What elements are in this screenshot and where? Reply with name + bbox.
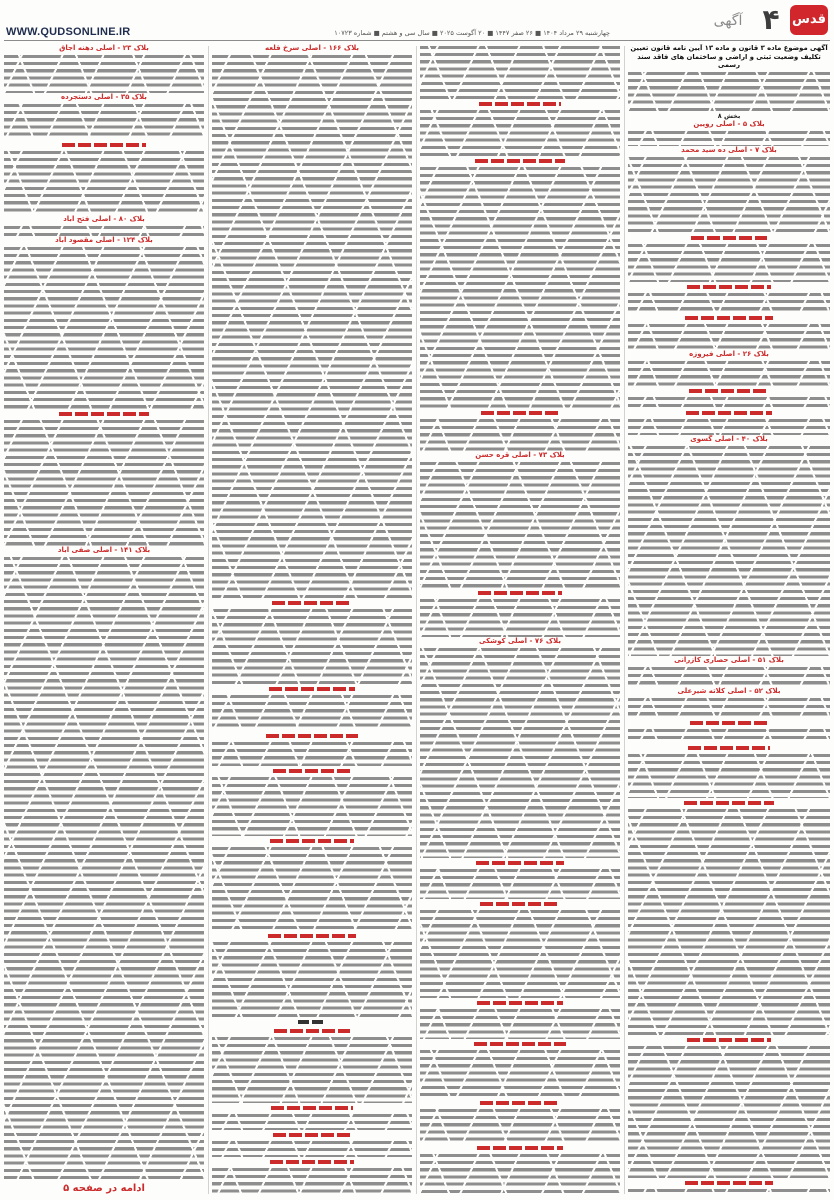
notice-text-block — [628, 291, 830, 313]
notice-text-block — [212, 1166, 412, 1196]
block-heading: بلاک ۷ - اصلی ده سید محمد — [681, 146, 777, 154]
block-heading-illegible — [420, 1143, 620, 1152]
section-title: آگهی — [713, 13, 743, 29]
header-rule — [4, 40, 830, 41]
notice-text-block — [4, 418, 204, 546]
block-heading-illegible — [628, 282, 830, 291]
block-heading: بلاک ۷۳ - اصلی قره حسن — [475, 451, 565, 459]
notice-text-block — [420, 646, 620, 858]
notice-text-block — [420, 908, 620, 998]
block-heading-illegible — [628, 718, 830, 727]
block-heading-illegible — [4, 409, 204, 418]
notice-text-block — [212, 53, 412, 598]
column-divider — [416, 46, 417, 1194]
block-heading-illegible — [420, 408, 620, 417]
notice-text-block — [628, 1187, 830, 1196]
notice-text-block — [628, 417, 830, 435]
block-heading-illegible — [420, 899, 620, 908]
column-divider — [624, 46, 625, 1194]
block-heading-illegible — [628, 386, 830, 395]
notice-text-block — [4, 53, 204, 93]
block-heading: بلاک ۸۰ - اصلی فتح آباد — [63, 215, 145, 223]
notice-text-block — [212, 693, 412, 731]
block-heading-illegible — [628, 233, 830, 242]
issue-date-line: چهارشنبه ۲۹ مرداد ۱۴۰۴ ■ ۲۶ صفر ۱۴۴۷ ■ ۲۰ آگوست ۲۰۲۵ ■ سال سی و هشتم ■ شماره ۱۰۷۲۳ — [334, 29, 610, 37]
notice-text-block — [420, 108, 620, 156]
block-heading-illegible — [212, 766, 412, 775]
block-heading-illegible — [628, 798, 830, 807]
block-heading-illegible — [212, 931, 412, 940]
notice-text-block — [628, 129, 830, 146]
block-heading: بلاک ۵ - اصلی رویین — [693, 120, 765, 128]
notice-text-block — [628, 322, 830, 350]
notice-text-block — [4, 224, 204, 236]
block-heading-illegible — [212, 836, 412, 845]
notice-text-block — [628, 696, 830, 718]
block-heading-illegible — [212, 684, 412, 693]
notice-text-block — [628, 752, 830, 798]
block-heading-illegible — [420, 1098, 620, 1107]
section-label-illegible — [212, 1018, 412, 1026]
notice-text-block — [420, 867, 620, 899]
block-heading-illegible — [628, 743, 830, 752]
notice-text-block — [212, 775, 412, 836]
continued-note: ادامه در صفحه ۵ — [63, 1183, 145, 1194]
block-heading: بلاک ۱۴۱ - اصلی صفی آباد — [57, 546, 151, 554]
block-heading-illegible — [420, 156, 620, 165]
column-1 — [628, 44, 830, 1196]
block-heading-illegible — [628, 408, 830, 417]
notice-text-block — [212, 607, 412, 684]
block-heading-illegible — [4, 140, 204, 149]
notice-text-block — [420, 1007, 620, 1039]
notice-text-block — [212, 1139, 412, 1157]
block-heading: بلاک ۱۲۴ - اصلی مقصود آباد — [55, 236, 153, 244]
block-heading-illegible — [420, 1039, 620, 1048]
block-heading: بلاک ۱۶۶ - اصلی سرخ قلعه — [264, 44, 360, 52]
notice-text-block — [420, 597, 620, 637]
block-heading-illegible — [212, 598, 412, 607]
section-label: بخش ۸ — [717, 112, 741, 120]
notice-text-block — [420, 460, 620, 588]
block-heading-illegible — [628, 1178, 830, 1187]
notice-text-block — [212, 940, 412, 1018]
block-heading-illegible — [212, 1026, 412, 1035]
notice-text-block — [212, 845, 412, 931]
notice-text-block — [628, 395, 830, 408]
notice-text-block — [420, 1107, 620, 1143]
qods-logo: قدس — [790, 5, 828, 35]
block-heading: بلاک ۴۰ - اصلی گسوی — [690, 435, 768, 443]
block-heading-illegible — [628, 313, 830, 322]
notice-text-block — [628, 727, 830, 743]
notice-text-block — [4, 555, 204, 1181]
block-heading: بلاک ۲۳ - اصلی دهنه اجاق — [59, 44, 149, 52]
notice-text-block — [420, 1152, 620, 1196]
notice-text-block — [628, 242, 830, 282]
notice-text-block — [628, 1044, 830, 1178]
notice-text-block — [628, 665, 830, 687]
notice-text-block — [420, 44, 620, 99]
block-heading: بلاک ۳۵ - اصلی دستجرده — [61, 93, 147, 101]
notice-intro-text — [628, 70, 830, 112]
block-heading: بلاک ۵۲ - اصلی کلاته شیرعلی — [677, 687, 781, 695]
notice-text-block — [628, 807, 830, 1035]
column-divider — [208, 46, 209, 1194]
notice-text-block — [628, 155, 830, 233]
notice-text-block — [212, 1035, 412, 1103]
notice-text-block — [420, 1048, 620, 1098]
notice-text-block — [4, 149, 204, 215]
block-heading-illegible — [628, 1035, 830, 1044]
block-heading-illegible — [420, 858, 620, 867]
block-heading-illegible — [420, 588, 620, 597]
notice-text-block — [212, 740, 412, 766]
notice-text-block — [420, 165, 620, 408]
block-heading-illegible — [420, 998, 620, 1007]
notice-text-block — [628, 359, 830, 386]
website-url: WWW.QUDSONLINE.IR — [6, 26, 131, 38]
block-heading-illegible — [212, 1130, 412, 1139]
block-heading-illegible — [420, 99, 620, 108]
block-heading: بلاک ۵۱ - اصلی حصاری کازرانی — [674, 656, 784, 664]
notice-text-block — [628, 444, 830, 656]
column-4 — [4, 44, 204, 1196]
column-2 — [420, 44, 620, 1196]
block-heading-illegible — [212, 1157, 412, 1166]
block-heading: بلاک ۲۶ - اصلی فیروزه — [689, 350, 769, 358]
notice-text-block — [212, 1112, 412, 1130]
block-heading-illegible — [212, 1103, 412, 1112]
notice-text-block — [420, 417, 620, 451]
notice-title: آگهی موضوع ماده ۳ قانون و ماده ۱۳ آیین نامه قانون تعیین تکلیف وضعیت ثبتی و اراضی و ساختمان های فاقد سند رسمی — [630, 44, 828, 70]
block-heading-illegible — [212, 731, 412, 740]
notice-text-block — [4, 102, 204, 140]
column-3 — [212, 44, 412, 1196]
notice-text-block — [4, 245, 204, 409]
block-heading: بلاک ۷۶ - اصلی کوشکی — [479, 637, 561, 645]
page-number: ۴ — [762, 3, 780, 36]
